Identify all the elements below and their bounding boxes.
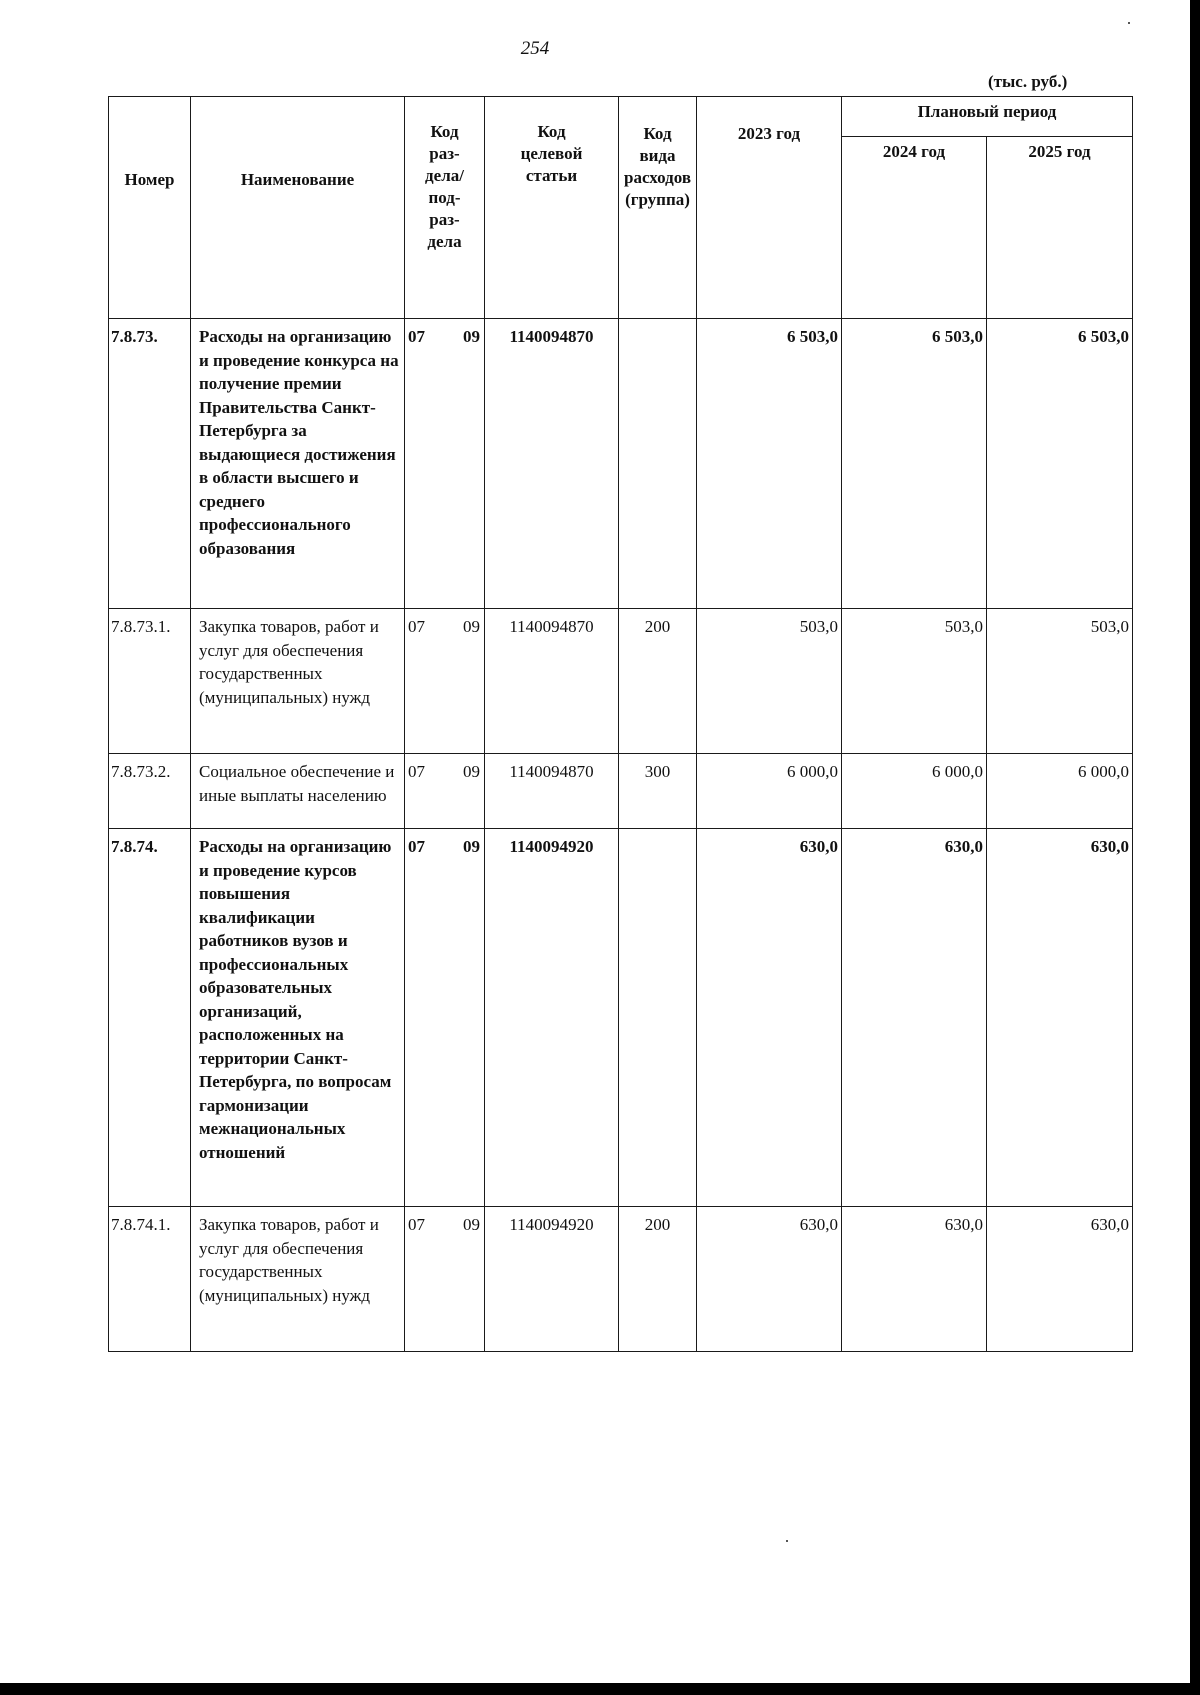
row-subsection: 09 [463,1215,480,1234]
row-amount-2023: 6 503,0 [697,319,842,609]
header-expense-type [619,97,697,319]
row-number: 7.8.73. [109,319,191,609]
header-name: Наименование [191,97,405,319]
scan-speck [786,1540,788,1542]
header-section-code-line: дела/ [425,166,464,185]
header-expense-type-line: (группа) [625,190,690,209]
row-amount-2025: 630,0 [987,829,1133,1207]
row-subsection: 09 [463,617,480,636]
row-amount-2023: 6 000,0 [697,754,842,829]
row-amount-2024: 630,0 [842,829,987,1207]
header-year-2023 [697,97,842,319]
header-planned-period: Плановый период [842,97,1133,137]
table-row [109,319,1133,609]
header-expense-type-title: Код [643,124,672,143]
row-amount-2025: 630,0 [987,1207,1133,1352]
row-amount-2024: 6 000,0 [842,754,987,829]
scan-right-border [1190,0,1200,1695]
row-expense-group [619,829,697,1207]
row-name: Закупка товаров, работ и услуг для обеспечения государственных (муниципальных) нужд [191,1207,405,1352]
row-expense-group: 300 [619,754,697,829]
row-amount-2023: 630,0 [697,1207,842,1352]
row-amount-2025: 6 503,0 [987,319,1133,609]
row-subsection: 09 [463,762,480,781]
row-section: 07 [408,837,425,856]
header-section-code-line: раз- [429,144,460,163]
row-expense-group: 200 [619,1207,697,1352]
row-section: 07 [408,617,425,636]
row-section-code [405,829,485,1207]
header-year-2024: 2024 год [842,137,987,319]
header-section-code-line: дела [427,232,462,251]
header-expense-type-line: вида [639,146,676,165]
page-number: 254 [520,38,550,59]
row-name: Закупка товаров, работ и услуг для обеспечения государственных (муниципальных) нужд [191,609,405,754]
units-label: (тыс. руб.) [988,72,1068,91]
row-amount-2024: 503,0 [842,609,987,754]
row-section: 07 [408,1215,425,1234]
row-number: 7.8.73.1. [109,609,191,754]
header-target-code [485,97,619,319]
scan-speck [1128,22,1130,24]
row-section-code [405,609,485,754]
row-target-code: 1140094870 [485,319,619,609]
row-section-code [405,319,485,609]
row-section: 07 [408,327,425,346]
row-target-code: 1140094920 [485,1207,619,1352]
header-year-2025: 2025 год [987,137,1133,319]
header-section-code-title: Код [430,122,459,141]
header-number: Номер [109,97,191,319]
row-section-code [405,1207,485,1352]
table-row [109,754,1133,829]
row-subsection: 09 [463,837,480,856]
row-amount-2023: 630,0 [697,829,842,1207]
row-amount-2023: 503,0 [697,609,842,754]
row-amount-2024: 6 503,0 [842,319,987,609]
row-section: 07 [408,762,425,781]
budget-table [108,96,1133,1352]
header-target-code-line: целевой [520,144,583,163]
scan-bottom-border [0,1683,1200,1695]
row-name: Расходы на организацию и проведение курсов повышения квалификации работников вузов и профессиональных образовательных организаций, расположенных на территории Санкт-Петербурга, по вопросам гармонизации межнациональных отношений [191,829,405,1207]
header-section-code-line: под- [428,188,461,207]
table-row [109,609,1133,754]
row-name: Социальное обеспечение и иные выплаты населению [191,754,405,829]
row-amount-2024: 630,0 [842,1207,987,1352]
row-number: 7.8.74. [109,829,191,1207]
table-row [109,1207,1133,1352]
header-section-code-line: раз- [429,210,460,229]
row-section-code [405,754,485,829]
header-expense-type-line: расходов [624,168,691,187]
header-target-code-line: статьи [525,166,578,185]
header-target-code-title: Код [537,122,566,141]
row-target-code: 1140094920 [485,829,619,1207]
header-section-code [405,97,485,319]
row-target-code: 1140094870 [485,609,619,754]
row-amount-2025: 503,0 [987,609,1133,754]
row-target-code: 1140094870 [485,754,619,829]
row-expense-group: 200 [619,609,697,754]
table-row [109,829,1133,1207]
row-expense-group [619,319,697,609]
row-subsection: 09 [463,327,480,346]
row-number: 7.8.73.2. [109,754,191,829]
row-name: Расходы на организацию и проведение конкурса на получение премии Правительства Санкт-Петербурга за выдающиеся достижения в области высшего и среднего профессионального образования [191,319,405,609]
row-number: 7.8.74.1. [109,1207,191,1352]
header-year-2023-label: 2023 год [737,124,801,143]
row-amount-2025: 6 000,0 [987,754,1133,829]
